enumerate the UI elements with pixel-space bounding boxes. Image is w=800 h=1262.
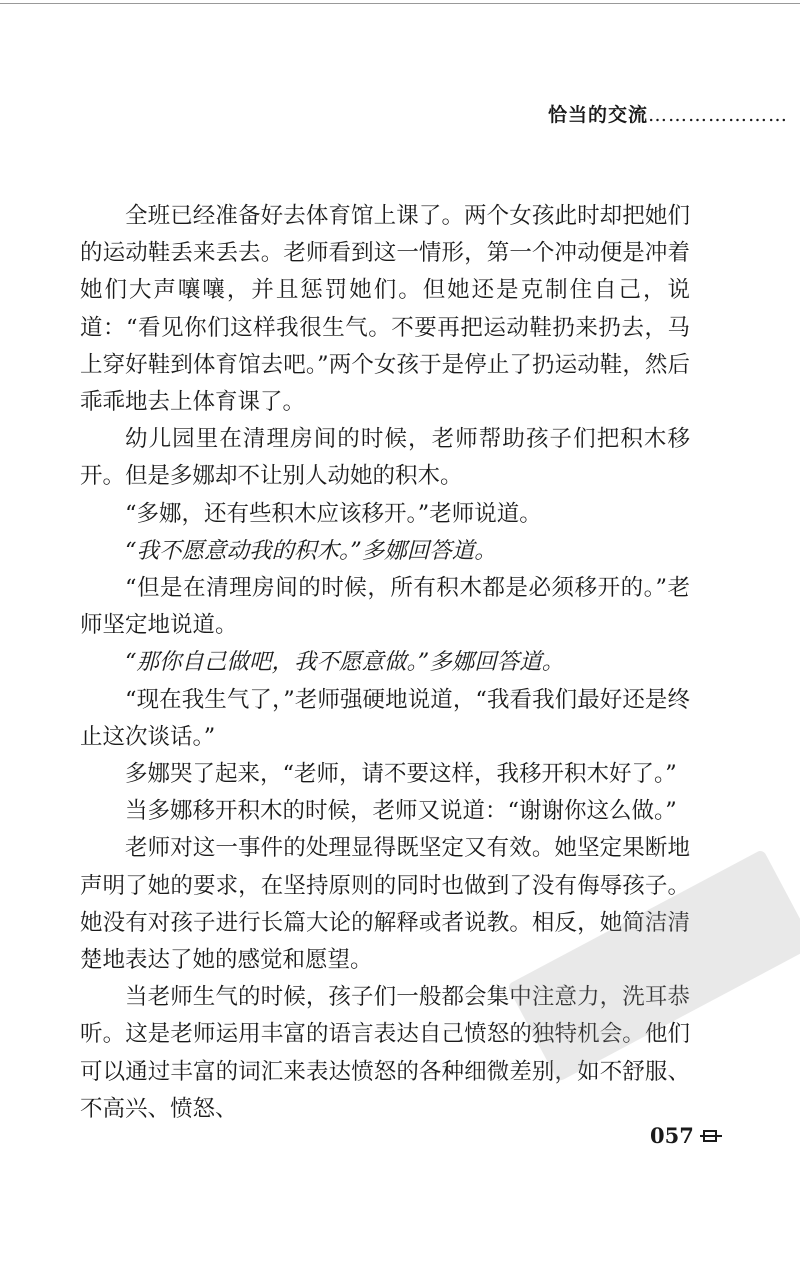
paragraph: 老师对这一事件的处理显得既坚定又有效。她坚定果断地声明了她的要求，在坚持原则的同时也做到了没有侮辱孩子。她没有对孩子进行长篇大论的解释或者说教。相反，她简洁清楚地表达了她的感觉和愿望。 (80, 835, 690, 974)
body-text (80, 198, 690, 1128)
paragraph: 幼儿园里在清理房间的时候，老师帮助孩子们把积木移开。但是多娜却不让别人动她的积木。 (80, 426, 690, 490)
paragraph: “但是在清理房间的时候，所有积木都是必须移开的。”老师坚定地说道。 (80, 575, 690, 639)
running-header (548, 100, 788, 127)
paragraph: 当老师生气的时候，孩子们一般都会集中注意力，洗耳恭听。这是老师运用丰富的语言表达自己愤怒的独特机会。他们可以通过丰富的词汇来表达愤怒的各种细微差别，如不舒服、不高兴、愤怒、 (80, 984, 690, 1122)
top-rule (0, 3, 800, 4)
page-mark-icon (700, 1129, 722, 1143)
chapter-title: 恰当的交流 (547, 104, 648, 126)
page-footer (650, 1123, 722, 1148)
paragraph: 多娜哭了起来，“老师，请不要这样，我移开积木好了。” (125, 761, 677, 788)
paragraph: 当多娜移开积木的时候，老师又说道：“谢谢你这么做。” (125, 798, 677, 825)
page-number: 057 (650, 1123, 694, 1148)
paragraph: “多娜，还有些积木应该移开。”老师说道。 (125, 500, 542, 527)
paragraph: 全班已经准备好去体育馆上课了。两个女孩此时却把她们的运动鞋丢来丢去。老师看到这一情形，第一个冲动便是冲着她们大声嚷嚷，并且惩罚她们。但她还是克制住自己，说道：“看见你们这样我很生气。不要再把运动鞋扔来扔去，马上穿好鞋到体育馆去吧。”两个女孩于是停止了扔运动鞋，然后乖乖地去上体育课了。 (80, 203, 690, 416)
paragraph: “现在我生气了，”老师强硬地说道，“我看我们最好还是终止这次谈话。” (80, 686, 690, 750)
title-leader-dots: ………………… (648, 104, 788, 126)
paragraph: “我不愿意动我的积木。”多娜回答道。 (125, 537, 497, 564)
paragraph: “那你自己做吧，我不愿意做。”多娜回答道。 (125, 649, 565, 676)
